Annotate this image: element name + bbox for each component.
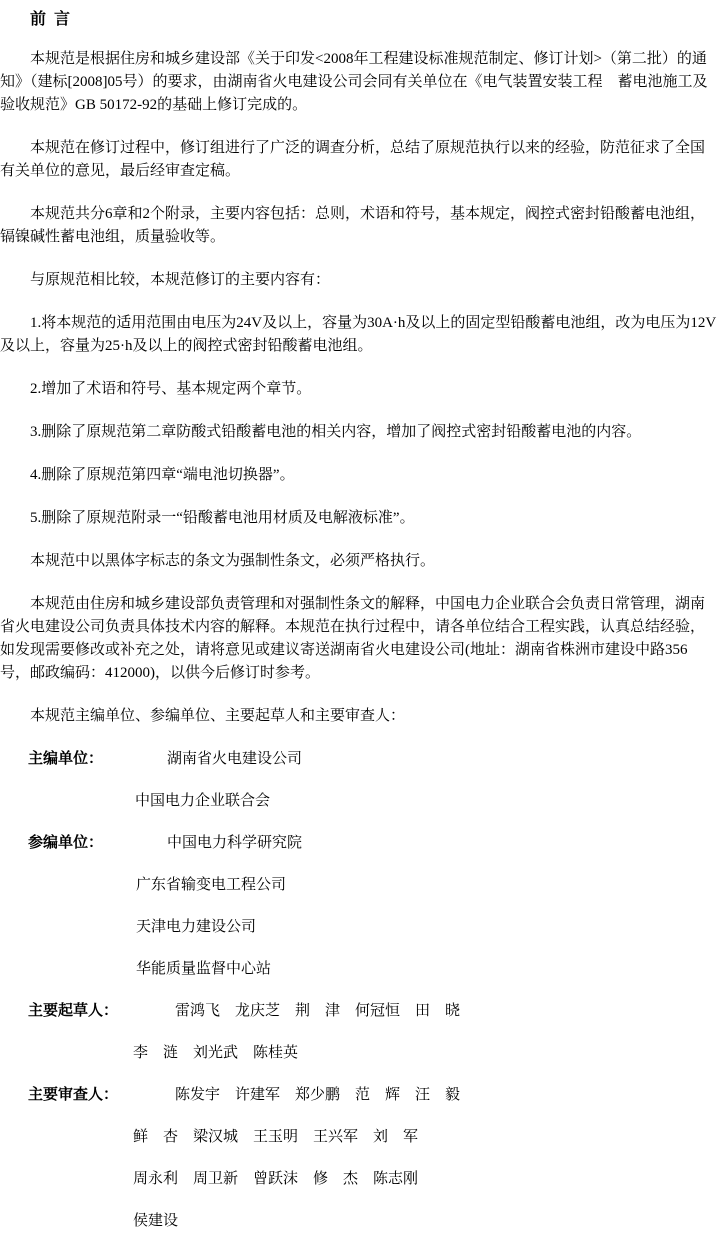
credit-row-reviewers xyxy=(0,1084,717,1107)
paragraph-mandatory-clauses: 本规范中以黑体字标志的条文为强制性条文，必须严格执行。 xyxy=(30,553,436,569)
credit-value: 中国电力科学研究院 xyxy=(167,835,303,851)
credit-value: 鲜 杏 梁汉城 王玉明 王兴军 刘 军 xyxy=(133,1129,419,1145)
paragraph-intro: 本规范是根据住房和城乡建设部《关于印发<2008年工程建设标准规范制定、修订计划>（第二批）的通知》（建标[2008]05号）的要求，由湖南省火电建设公司会同有关单位在《电气装置安装工程 蓄电池施工及验收规范》GB 50172-92的基础上修订完成的。 xyxy=(0,51,708,113)
credit-label: 主要审查人： xyxy=(28,1087,119,1103)
credit-value: 侯建设 xyxy=(133,1213,179,1229)
paragraph-management-feedback: 本规范由住房和城乡建设部负责管理和对强制性条文的解释，中国电力企业联合会负责日常管理，湖南省火电建设公司负责具体技术内容的解释。本规范在执行过程中，请各单位结合工程实践，认真总结经验，如发现需要修改或补充之处，请将意见或建议寄送湖南省火电建设公司(地址：湖南省株洲市建设中路356号，邮政编码：412000)，以供今后修订时参考。 xyxy=(0,596,706,681)
credit-value: 天津电力建设公司 xyxy=(136,919,257,935)
credit-row-drafters xyxy=(0,1000,717,1023)
credit-label: 参编单位： xyxy=(28,835,104,851)
paragraph-credits-intro: 本规范主编单位、参编单位、主要起草人和主要审查人： xyxy=(30,708,406,724)
change-item-4: 4.删除了原规范第四章“端电池切换器”。 xyxy=(30,467,295,483)
credit-value: 周永利 周卫新 曾跃沫 修 杰 陈志刚 xyxy=(133,1171,419,1187)
credit-value: 李 涟 刘光武 陈桂英 xyxy=(133,1045,299,1061)
credit-row-chief-editor-unit xyxy=(0,748,717,771)
credit-value: 湖南省火电建设公司 xyxy=(167,751,303,767)
page-title: 前 言 xyxy=(30,11,73,28)
credit-label: 主要起草人： xyxy=(28,1003,119,1019)
credit-value: 雷鸿飞 龙庆芝 荆 津 何冠恒 田 晓 xyxy=(175,1003,461,1019)
paragraph-contents-overview: 本规范共分6章和2个附录，主要内容包括：总则，术语和符号，基本规定，阀控式密封铅酸蓄电池组，镉镍碱性蓄电池组，质量验收等。 xyxy=(0,206,706,245)
credit-row-chief-editor-unit-2 xyxy=(0,790,717,813)
change-item-2: 2.增加了术语和符号、基本规定两个章节。 xyxy=(30,381,312,397)
credit-value: 广东省输变电工程公司 xyxy=(136,877,287,893)
credit-row-drafters-2 xyxy=(0,1042,717,1065)
credit-row-reviewers-4 xyxy=(0,1210,717,1233)
credit-row-co-editor-unit-2 xyxy=(0,874,717,897)
credit-value: 华能质量监督中心站 xyxy=(136,961,272,977)
credit-row-reviewers-2 xyxy=(0,1126,717,1149)
credit-value: 陈发宇 许建军 郑少鹏 范 辉 汪 毅 xyxy=(175,1087,461,1103)
paragraph-revision-process: 本规范在修订过程中，修订组进行了广泛的调查分析，总结了原规范执行以来的经验，防范征求了全国有关单位的意见，最后经审查定稿。 xyxy=(0,140,706,179)
change-item-1: 1.将本规范的适用范围由电压为24V及以上，容量为30A·h及以上的固定型铅酸蓄电池组，改为电压为12V及以上，容量为25·h及以上的阀控式密封铅酸蓄电池组。 xyxy=(0,315,717,354)
credit-row-reviewers-3 xyxy=(0,1168,717,1191)
paragraph-changes-intro: 与原规范相比较，本规范修订的主要内容有： xyxy=(30,272,331,288)
change-item-5: 5.删除了原规范附录一“铅酸蓄电池用材质及电解液标准”。 xyxy=(30,510,415,526)
credit-row-co-editor-unit-3 xyxy=(0,916,717,939)
credit-value: 中国电力企业联合会 xyxy=(135,793,271,809)
credit-row-co-editor-unit xyxy=(0,832,717,855)
credit-row-co-editor-unit-4 xyxy=(0,958,717,981)
credit-label: 主编单位： xyxy=(28,751,104,767)
change-item-3: 3.删除了原规范第二章防酸式铅酸蓄电池的相关内容，增加了阀控式密封铅酸蓄电池的内容。 xyxy=(30,424,642,440)
